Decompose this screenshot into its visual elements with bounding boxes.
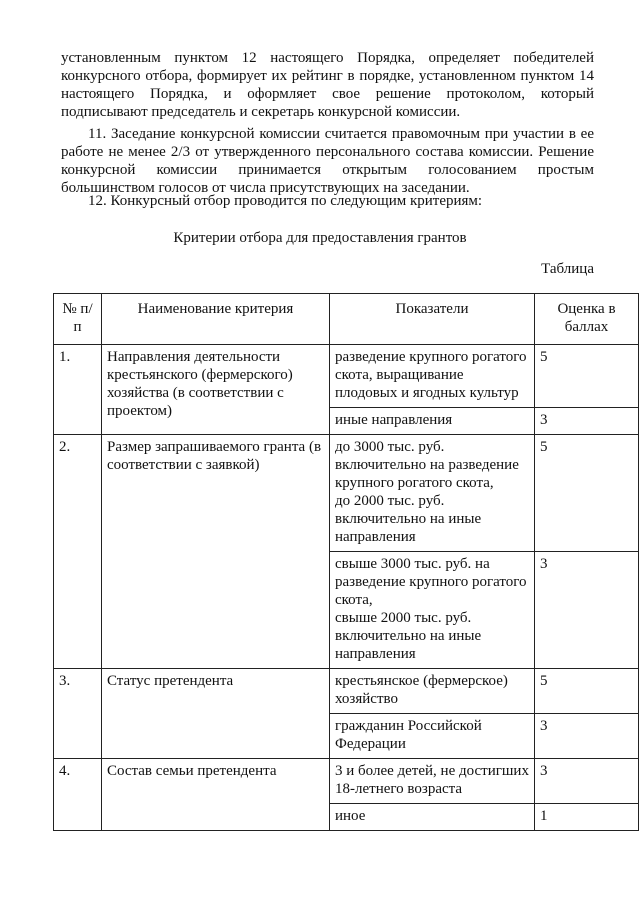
indicator: разведение крупного рогатого скота, выращивание плодовых и ягодных культур	[330, 345, 535, 408]
score: 3	[535, 714, 639, 759]
score: 3	[535, 552, 639, 669]
paragraph-continuation: установленным пунктом 12 настоящего Порядка, определяет победителей конкурсного отбора, формирует их рейтинг в порядке, установленном пунктом 14 настоящего Порядка, и оформляет свое решение протоколом, который подписывают председатель и секретарь конкурсной комиссии.	[61, 50, 594, 120]
criterion-name: Состав семьи претендента	[102, 759, 330, 831]
table-header-row	[54, 294, 639, 345]
indicator: крестьянское (фермерское) хозяйство	[330, 669, 535, 714]
row-num: 4.	[54, 759, 102, 831]
indicator: иное	[330, 804, 535, 831]
indicator: до 3000 тыс. руб. включительно на разведение крупного рогатого скота, до 2000 тыс. руб. включительно на иные направления	[330, 435, 535, 552]
row-num: 1.	[54, 345, 102, 435]
header-num: № п/п	[54, 294, 102, 345]
criterion-name: Статус претендента	[102, 669, 330, 759]
score: 3	[535, 759, 639, 804]
header-score: Оценка в баллах	[535, 294, 639, 345]
criteria-table	[53, 293, 639, 831]
criterion-name: Направления деятельности крестьянского (фермерского) хозяйства (в соответствии с проектом)	[102, 345, 330, 435]
indicator: 3 и более детей, не достигших 18-летнего возраста	[330, 759, 535, 804]
score: 3	[535, 408, 639, 435]
indicator: иные направления	[330, 408, 535, 435]
paragraph-12: 12. Конкурсный отбор проводится по следующим критериям:	[88, 193, 483, 209]
header-criterion-name: Наименование критерия	[102, 294, 330, 345]
table-label: Таблица	[541, 261, 594, 277]
table-row	[54, 345, 639, 408]
paragraph-11: 11. Заседание конкурсной комиссии считается правомочным при участии в ее работе не менее 2/3 от утвержденного персонального состава комиссии. Решение конкурсной комиссии принимается открытым голосованием простым большинством голосов от числа присутствующих на заседании.	[61, 126, 594, 196]
table-row	[54, 669, 639, 714]
indicator: свыше 3000 тыс. руб. на разведение крупного рогатого скота, свыше 2000 тыс. руб. включительно на иные направления	[330, 552, 535, 669]
score: 1	[535, 804, 639, 831]
table-title: Критерии отбора для предоставления грантов	[173, 230, 467, 246]
criterion-name: Размер запрашиваемого гранта (в соответствии с заявкой)	[102, 435, 330, 669]
header-indicators: Показатели	[330, 294, 535, 345]
table-row	[54, 435, 639, 552]
score: 5	[535, 669, 639, 714]
table-row	[54, 759, 639, 804]
indicator: гражданин Российской Федерации	[330, 714, 535, 759]
score: 5	[535, 435, 639, 552]
row-num: 2.	[54, 435, 102, 669]
row-num: 3.	[54, 669, 102, 759]
score: 5	[535, 345, 639, 408]
